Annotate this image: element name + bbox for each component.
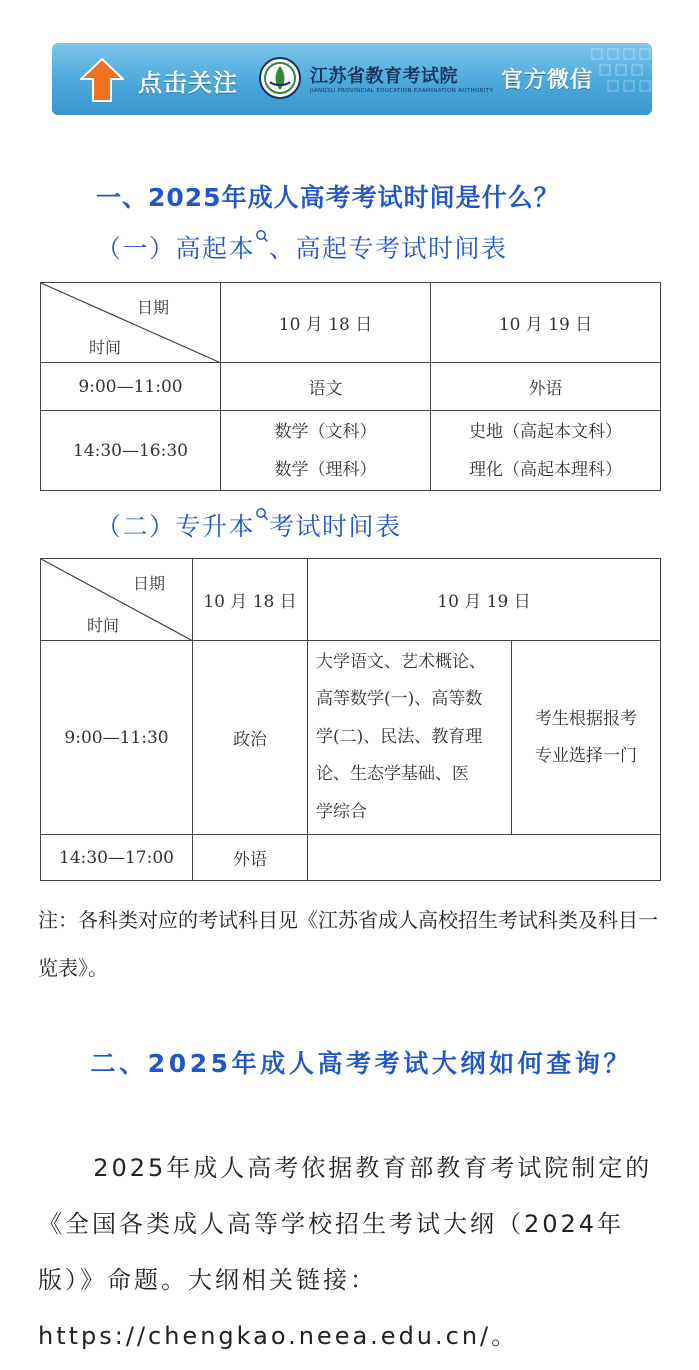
official-wechat-label: 官方微信 xyxy=(501,68,594,93)
section2-heading: 二、2025年成人高考考试大纲如何查询？ xyxy=(90,1049,633,1078)
org-name-en: JIANGSU PROVINCIAL EDUCATION EXAMINATION AUTHORITY xyxy=(310,88,494,94)
subheading-2 xyxy=(96,507,402,543)
subject-line: 论、生态学基础、医 xyxy=(316,764,469,785)
table1-date-2: 10 月 19 日 xyxy=(431,283,661,363)
schedule-table-2 xyxy=(40,558,661,881)
follow-label: 点击关注 xyxy=(138,69,238,97)
section1-heading: 一、2025年成人高考考试时间是什么？ xyxy=(96,183,560,212)
subheading-1 xyxy=(96,229,508,265)
table2-date-2: 10 月 19 日 xyxy=(308,559,661,641)
subheading-2-prefix: （二）专升本 xyxy=(96,512,256,541)
corner-date-label: 日期 xyxy=(133,574,166,593)
subject-line: 数学（理科） xyxy=(274,459,377,480)
table1-time-2: 14:30—16:30 xyxy=(41,411,221,491)
subheading-2-suffix: 考试时间表 xyxy=(269,512,402,541)
table2-time-1: 9:00—11:30 xyxy=(41,641,193,835)
subject-line: 高等数学(一)、高等数 xyxy=(316,689,483,710)
subject-line: 数学（文科） xyxy=(274,421,377,442)
follow-banner[interactable] xyxy=(52,43,652,115)
org-name: 江苏省教育考试院 xyxy=(310,66,458,87)
table1-time-1: 9:00—11:00 xyxy=(41,363,221,411)
subject-line: 学综合 xyxy=(316,801,367,822)
table2-cell: 外语 xyxy=(193,835,308,881)
table2-choose-cell xyxy=(512,641,661,835)
corner-time-label: 时间 xyxy=(89,338,122,357)
corner-time-label: 时间 xyxy=(87,616,120,635)
table1-date-1: 10 月 18 日 xyxy=(221,283,431,363)
table2-cell: 政治 xyxy=(193,641,308,835)
emblem-icon xyxy=(258,56,302,100)
table2-subjects-cell xyxy=(308,641,512,835)
table1-cell xyxy=(431,411,661,491)
table1-cell: 外语 xyxy=(431,363,661,411)
table2-empty-cell xyxy=(308,835,661,881)
subject-line: 大学语文、艺术概论、 xyxy=(316,651,486,672)
arrow-up-icon xyxy=(80,57,124,103)
table2-time-2: 14:30—17:00 xyxy=(41,835,193,881)
subject-line: 理化（高起本理科） xyxy=(469,459,622,480)
syllabus-paragraph: 2025年成人高考依据教育部教育考试院制定的《全国各类成人高等学校招生考试大纲（2024年版）》命题。大纲相关链接：https://chengkao.neea.edu.cn/。 xyxy=(38,1154,653,1350)
choose-line: 专业选择一门 xyxy=(535,745,637,766)
footnote: 注：各科类对应的考试科目见《江苏省成人高校招生考试科类及科目一览表》。 xyxy=(38,908,658,980)
subject-line: 史地（高起本文科） xyxy=(469,421,622,442)
search-icon[interactable] xyxy=(255,229,269,253)
schedule-table-1 xyxy=(40,282,661,491)
table2-corner-header xyxy=(41,559,193,641)
subheading-1-prefix: （一）高起本 xyxy=(96,234,256,263)
choose-line: 考生根据报考 xyxy=(535,708,637,729)
subject-line: 学(二)、民法、教育理 xyxy=(316,726,483,747)
subheading-1-suffix: 、高起专考试时间表 xyxy=(269,234,508,263)
table1-cell: 语文 xyxy=(221,363,431,411)
table2-date-1: 10 月 18 日 xyxy=(193,559,308,641)
table1-cell xyxy=(221,411,431,491)
corner-date-label: 日期 xyxy=(137,298,170,317)
search-icon[interactable] xyxy=(255,507,269,531)
table1-corner-header xyxy=(41,283,221,363)
